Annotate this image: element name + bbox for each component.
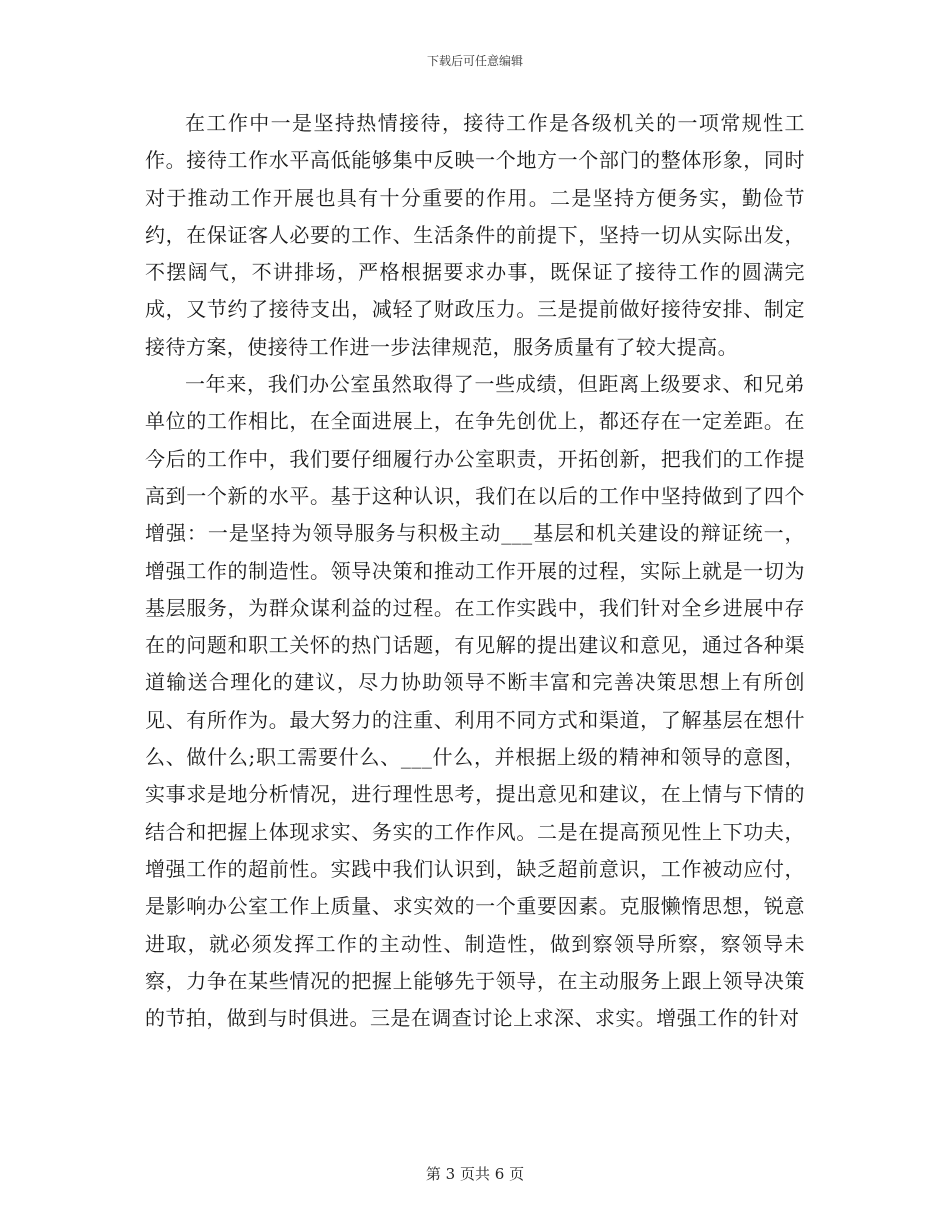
paragraph-annual-review: 一年来，我们办公室虽然取得了一些成绩，但距离上级要求、和兄弟单位的工作相比，在全面进展上，在争先创优上，都还存在一定差距。在今后的工作中，我们要仔细履行办公室职责，开拓创新，把我们的工作提高到一个新的水平。基于这种认识，我们在以后的工作中坚持做到了四个增强：一是坚持为领导服务与积极主动___基层和机关建设的辩证统一，增强工作的制造性。领导决策和推动工作开展的过程，实际上就是一切为基层服务，为群众谋利益的过程。在工作实践中，我们针对全乡进展中存在的问题和职工关怀的热门话题，有见解的提出建议和意见，通过各种渠道输送合理化的建议，尽力协助领导不断丰富和完善决策思想上有所创见、有所作为。最大努力的注重、利用不同方式和渠道，了解基层在想什么、做什么;职工需要什么、___什么，并根据上级的精神和领导的意图，实事求是地分析情况，进行理性思考，提出意见和建议，在上情与下情的结合和把握上体现求实、务实的工作作风。二是在提高预见性上下功夫，增强工作的超前性。实践中我们认识到，缺乏超前意识，工作被动应付，是影响办公室工作上质量、求实效的一个重要因素。克服懒惰思想，锐意进取，就必须发挥工作的主动性、制造性，做到察领导所察，察领导未察，力争在某些情况的把握上能够先于领导，在主动服务上跟上领导决策的节拍，做到与时俱进。三是在调查讨论上求深、求实。增强工作的针对	[145, 372, 805, 1031]
document-body	[145, 105, 805, 1037]
page-header: 下载后可任意编辑	[426, 54, 523, 68]
paragraph-reception-work: 在工作中一是坚持热情接待，接待工作是各级机关的一项常规性工作。接待工作水平高低能够集中反映一个地方一个部门的整体形象，同时对于推动工作开展也具有十分重要的作用。二是坚持方便务实，勤俭节约，在保证客人必要的工作、生活条件的前提下，坚持一切从实际出发，不摆阔气，不讲排场，严格根据要求办事，既保证了接待工作的圆满完成，又节约了接待支出，减轻了财政压力。三是提前做好接待安排、制定接待方案，使接待工作进一步法律规范，服务质量有了较大提高。	[145, 111, 805, 359]
page-number: 第 3 页共 6 页	[425, 1165, 525, 1183]
